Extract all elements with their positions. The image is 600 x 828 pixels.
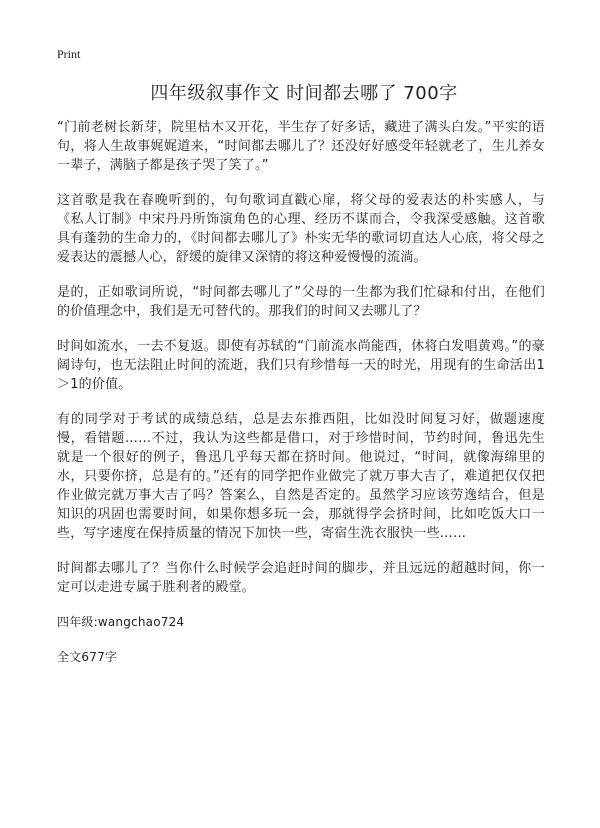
paragraph: 时间都去哪儿了？当你什么时候学会追赶时间的脚步，并且远远的超越时间，你一定可以走进专属于胜利者的殿堂。 bbox=[57, 561, 545, 595]
grade-author: 四年级:wangchao724 bbox=[57, 615, 185, 629]
paragraph: 时间如流水，一去不复返。即使有苏轼的“门前流水尚能西，休将白发唱黄鸡。”的豪阔诗句，也无法阻止时间的流逝，我们只有珍惜每一天的时光，用现有的生命活出1＞1的价值。 bbox=[57, 339, 545, 392]
print-link[interactable]: Print bbox=[57, 47, 81, 61]
article-body bbox=[57, 118, 545, 683]
paragraph: 是的，正如歌词所说，“时间都去哪儿了”父母的一生都为我们忙碌和付出，在他们的价值理念中，我们是无可替代的。那我们的时间又去哪儿了？ bbox=[57, 285, 545, 319]
article-title: 四年级叙事作文 时间都去哪了 700字 bbox=[150, 83, 458, 104]
paragraph: “门前老树长新芽，院里枯木又开花，半生存了好多话，藏进了满头白发。”平实的语句，将人生故事娓娓道来，“时间都去哪儿了？还没好好感受年轻就老了，生儿养女一辈子，满脑子都是孩子哭了笑了。” bbox=[57, 120, 545, 173]
word-count: 全文677字 bbox=[57, 650, 118, 664]
paragraph: 这首歌是我在春晚听到的，句句歌词直戳心扉，将父母的爱表达的朴实感人，与《私人订制》中宋丹丹所饰演角色的心理、经历不谋而合，令我深受感触。这首歌具有蓬勃的生命力的，《时间都去哪儿了》朴实无华的歌词切直达人心底，将父母之爱表达的震撼人心，舒缓的旋律又深情的将这种爱慢慢的流淌。 bbox=[57, 193, 545, 265]
paragraph: 有的同学对于考试的成绩总结，总是去东推西阻，比如没时间复习好，做题速度慢，看错题……不过，我认为这些都是借口，对于珍惜时间，节约时间，鲁迅先生就是一个很好的例子，鲁迅几乎每天都在挤时间。他说过，“时间，就像海绵里的水，只要你挤，总是有的。”还有的同学把作业做完了就万事大吉了，难道把仅仅把作业做完就万事大吉了吗？答案么，自然是否定的。虽然学习应该劳逸结合，但是知识的巩固也需要时间，如果你想多玩一会，那就得学会挤时间，比如吃饭大口一些，写字速度在保持质量的情况下加快一些，寄宿生洗衣服快一些…… bbox=[57, 412, 545, 541]
